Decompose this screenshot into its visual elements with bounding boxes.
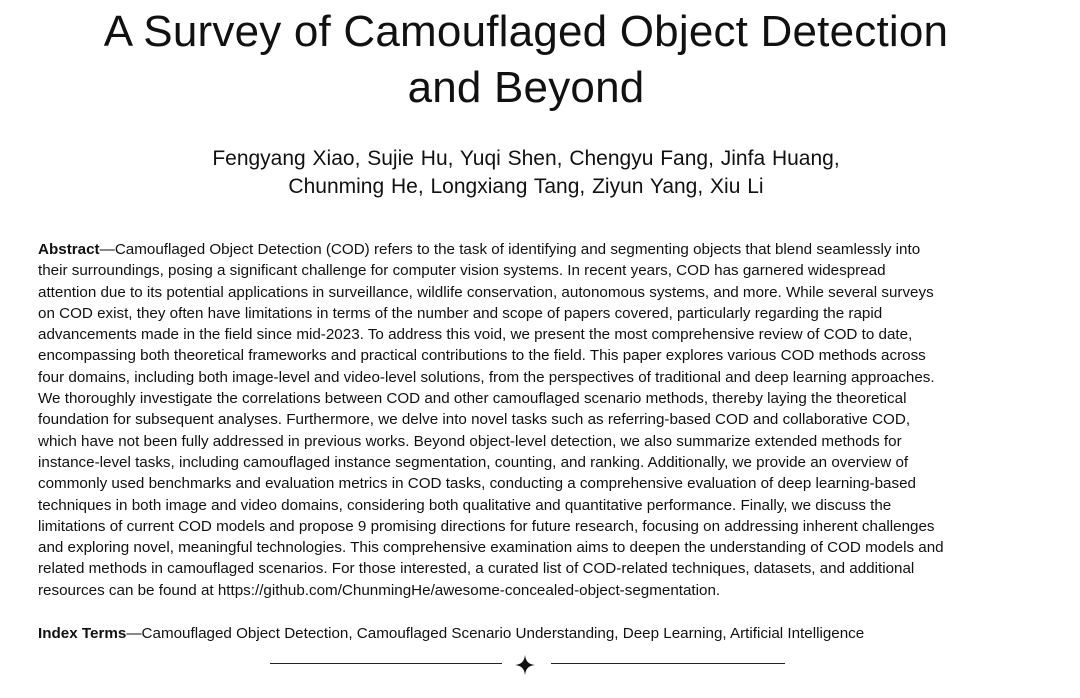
abstract-line: limitations of current COD models and propose 9 promising directions for future research, focusing on addressing inherent challenges: [38, 517, 935, 535]
abstract-line: We thoroughly investigate the correlations between COD and other camouflaged scenario methods, thereby laying the theoretical: [38, 390, 907, 408]
paper-title: [0, 4, 1052, 116]
abstract-line: attention due to its potential applications in surveillance, wildlife conservation, autonomous systems, and more. While several surveys: [38, 283, 934, 301]
abstract-line: resources can be found at https://github.com/ChunmingHe/awesome-concealed-object-segmentation.: [38, 581, 721, 599]
abstract-line: which have not been fully addressed in previous works. Beyond object-level detection, we also summarize extended methods for: [38, 432, 902, 450]
index-terms-text: —Camouflaged Object Detection, Camouflaged Scenario Understanding, Deep Learning, Artificial Intelligence: [126, 625, 865, 642]
abstract-text: —Camouflaged Object Detection (COD) refers to the task of identifying and segmenting objects that blend seamlessly into: [99, 241, 921, 258]
abstract-line: related methods in camouflaged scenarios. For those interested, a curated list of COD-related techniques, datasets, and additional: [38, 560, 915, 578]
abstract-line: foundation for subsequent analyses. Furthermore, we delve into novel tasks such as referring-based COD and collaborative COD,: [38, 411, 911, 429]
index-terms-label: Index Terms: [38, 625, 127, 642]
abstract-line: [38, 239, 1038, 260]
abstract-line: commonly used benchmarks and evaluation metrics in COD tasks, conducting a comprehensive evaluation of deep learning-based: [38, 475, 916, 493]
divider-rule-left: [270, 663, 502, 664]
paper-title-line: A Survey of Camouflaged Object Detection: [103, 7, 949, 56]
abstract-line: advancements made in the field since mid-2023. To address this void, we present the most comprehensive review of COD to date,: [38, 326, 913, 344]
divider-rule-right: [551, 663, 785, 664]
abstract-line: four domains, including both image-level and video-level solutions, from the perspectives of traditional and deep learning approaches.: [38, 368, 935, 386]
author-line: Chunming He, Longxiang Tang, Ziyun Yang, Xiu Li: [288, 175, 764, 198]
abstract: [38, 239, 1038, 601]
abstract-label: Abstract: [38, 241, 100, 258]
index-terms: [38, 623, 1038, 644]
author-list: [0, 145, 1052, 201]
paper-title-line: and Beyond: [407, 63, 645, 112]
abstract-line: on COD exist, they often have limitations in terms of the number and scope of papers covered, particularly regarding the rapid: [38, 304, 883, 322]
abstract-line: encompassing both theoretical frameworks and practical contributions to the field. This paper explores various COD methods across: [38, 347, 926, 365]
abstract-line: their surroundings, posing a significant challenge for computer vision systems. In recent years, COD has garnered widespread: [38, 262, 886, 280]
four-point-star-icon: [514, 654, 536, 676]
abstract-line: techniques in both image and video domains, considering both qualitative and quantitative performance. Finally, we discuss the: [38, 496, 892, 514]
abstract-line: instance-level tasks, including camouflaged instance segmentation, counting, and ranking. Additionally, we provide an overview of: [38, 453, 909, 471]
author-line: Fengyang Xiao, Sujie Hu, Yuqi Shen, Chengyu Fang, Jinfa Huang,: [212, 147, 840, 170]
section-divider: [270, 652, 785, 676]
abstract-line: and exploring novel, meaningful technologies. This comprehensive examination aims to deepen the understanding of COD models and: [38, 539, 944, 557]
